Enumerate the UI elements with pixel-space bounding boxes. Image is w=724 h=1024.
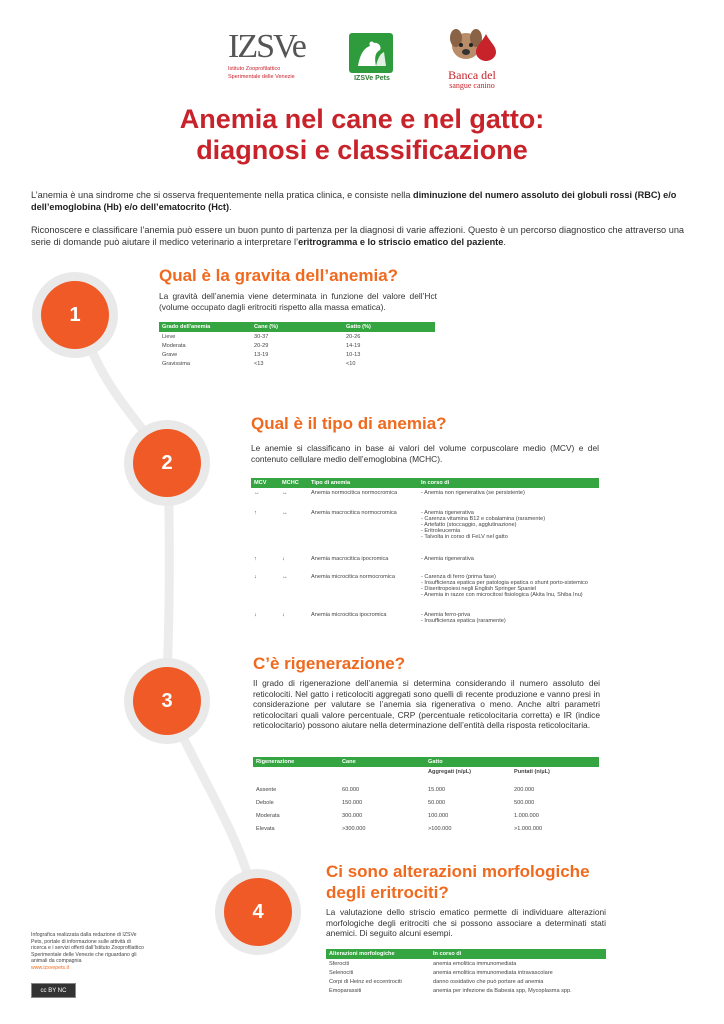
step-1-circle [32,272,118,358]
table-cell: 30-37 [254,333,269,340]
section-3-title: C’è rigenerazione? [253,654,406,673]
step-1-number: 1 [41,281,109,349]
credits-block [31,932,146,972]
table-cell: 300.000 [342,812,363,819]
table-cell: >1.000.000 [514,825,543,832]
table-cell: 500.000 [514,799,535,806]
table-cell: <13 [254,361,264,368]
table-cell: ↔ [282,573,288,580]
table-cell: ↑ [254,555,257,562]
table-row [159,360,435,369]
table-row [326,977,606,986]
table-cell: ↔ [254,489,260,496]
table-cell: 20-26 [346,333,361,340]
table-cell: 50.000 [428,799,446,806]
table-cell: >300.000 [342,825,366,832]
table-row [251,508,599,554]
intro-p1-bold: diminuzione del numero assoluto dei globuli rossi (RBC) e/o dell’emoglobina (Hb) e/o dell’ematocrito (Hct) [31,190,677,212]
severity-table [159,322,435,369]
table-cell: Sferociti [329,960,350,967]
cc-license-badge [31,983,76,998]
table-cell: Anemia microcitica ipocromica [311,611,387,618]
table-cell: Debole [256,799,274,806]
table-row [253,798,599,811]
regeneration-table [253,757,599,837]
table-cell: - Anemia non rigenerativa (se persistente) [421,489,525,496]
izsve-logo-sub1: Istituto Zooprofilattico [228,66,281,72]
morph-header-cause: In corso di [430,949,606,959]
table-cell: ↔ [282,489,288,496]
table-cell: ↓ [282,611,285,618]
intro-p1-text-a: L’anemia è una sindrome che si osserva frequentemente nella pratica clinica, e consiste nella [31,190,414,200]
table-cell: Assente [256,786,277,793]
cc-license-label: cc BY NC [40,987,67,994]
table-row [159,332,435,341]
table-cell: Selenociti [329,969,354,976]
table-cell: ↓ [282,555,285,562]
table-row [253,824,599,837]
table-cell: 14-19 [346,342,361,349]
step-4-circle [215,869,301,955]
section-2-title: Qual è il tipo di anemia? [251,414,447,433]
pets-logo-label: IZSVe Pets [354,75,390,82]
table-cell: Anemia macrocitica ipocromica [311,555,389,562]
step-3-circle [124,658,210,744]
table-cell: Emoparassiti [329,988,362,995]
table-cell: Elevata [256,825,275,832]
table-row [253,811,599,824]
section-1-text: La gravità dell’anemia viene determinata in funzione del valore dell’Hct (volume occupato dagli eritrociti rispetto alla massa ematica). [159,291,437,312]
section-1-title: Qual è la gravita dell’anemia? [159,266,399,285]
table-cell: Anemia microcitica normocromica [311,573,395,580]
table-cell: - Carenza di ferro (prima fase) - Insufficienza epatica per patologia epatica o shunt porto-sistemico - Diseritropoiesi negli English Springer Spaniel - Anemia in razze con microcitosi fisiologica (Akita Inu, Shiba Inu) [421,573,588,599]
banca-logo-line1: Banca del [448,68,496,82]
type-header-type: Tipo di anemia [308,478,418,488]
section-4-text: La valutazione dello striscio ematico permette di individuare alterazioni morfologiche degli eritrociti che si possono associare a determinati stati anemici. Di seguito alcuni esempi. [326,907,606,938]
table-row [159,341,435,350]
table-cell: anemia emolitica immunomediata [433,960,517,967]
section-4-title-line2: degli eritrociti? [326,883,449,902]
table-row [251,572,599,610]
table-row [326,959,606,968]
table-row [326,968,606,977]
table-row [253,785,599,798]
page-title-line1: Anemia nel cane e nel gatto: [179,104,545,134]
table-cell: 100.000 [428,812,449,819]
table-cell: Grave [162,351,178,358]
type-header-mcv: MCV [251,478,279,488]
izsve-logo-mark: IZSVe [228,28,305,65]
table-cell: <10 [346,361,356,368]
type-header-cause: In corso di [418,478,599,488]
page-title-line2: diagnosi e classificazione [196,135,528,165]
table-cell: Anemia macrocitica normocromica [311,509,397,516]
step-3-number: 3 [133,667,201,735]
table-row [326,987,606,996]
morph-header-alteration: Alterazioni morfologiche [326,949,430,959]
table-cell: ↓ [254,573,257,580]
table-cell: >100.000 [428,825,452,832]
regen-header-empty [511,757,599,767]
intro-p1-text-c: . [229,202,232,212]
table-subheader-row [253,767,599,785]
severity-header-dog: Cane (%) [251,322,343,332]
regen-header-dog: Cane [339,757,425,767]
table-cell: - Anemia rigenerativa [421,555,474,562]
table-cell: Corpi di Heinz ed eccentrociti [329,978,402,985]
table-row [251,554,599,572]
intro-p2-text-a: Riconoscere e classificare l’anemia può essere un buon punto di partenza per la diagnosi di varie affezioni. Questo è un percorso diagnostico che attraverso una serie di domande può aiutare il medico veterinario a interpretare l’ [31,225,685,247]
table-cell: ↔ [282,509,288,516]
table-cell: Moderata [256,812,280,819]
morphology-table [326,949,606,996]
table-cell: 1.000.000 [514,812,539,819]
table-cell: 10-13 [346,351,361,358]
table-cell: Moderata [162,342,186,349]
severity-header-cat: Gatto (%) [343,322,435,332]
section-3-text: Il grado di rigenerazione dell’anemia si determina considerando il numero assoluto dei reticolociti. Nel gatto i reticolociti aggregati sono quelli di recente produzione e vanno presi in considerazione per valutare se l’anemia sia rigenerativa o meno. Anche altri parametri reticolocitari quali valore percentuale, CRP (percentuale reticolocitaria corretta) e IR (indice reticolocitario) possono aiutare nella determinazione dell’entità della risposta reticolocitaria. [253,678,600,730]
table-cell: 60.000 [342,786,360,793]
credits-text: Infografica realizzata dalla redazione di IZSVe Pets, portale di informazione sulle attività di ricerca e i servizi offerti dall’Istituto Zooprofilattico Sperimentale delle Venezie che riguardano gli animali da compagnia [31,932,144,965]
table-cell: ↓ [254,611,257,618]
table-cell: Lieve [162,333,176,340]
intro-p2-bold: eritrogramma e lo striscio ematico del paziente [298,237,504,247]
table-cell: Gravissima [162,361,190,368]
intro-p2-text-c: . [503,237,506,247]
table-cell: 15.000 [428,786,446,793]
table-row [159,350,435,359]
step-4-number: 4 [224,878,292,946]
credits-link[interactable]: www.izsvepets.it [31,964,70,971]
step-2-number: 2 [133,429,201,497]
table-cell: 13-19 [254,351,269,358]
table-row [251,488,599,508]
banca-logo-line2: sangue canino [449,81,495,90]
table-cell: 150.000 [342,799,363,806]
severity-header-grade: Grado dell'anemia [159,322,251,332]
table-cell: - Anemia rigenerativa - Carenza vitamina B12 e cobalamina (raramente) - Artefatto (stoccaggio, agglutinazione) - Eritroleucemia - Talvolta in corso di FeLV nel gatto [421,509,546,541]
step-2-circle [124,420,210,506]
section-4-title [326,861,590,903]
table-cell: danno ossidativo che può portare ad anemia [433,978,544,985]
table-cell: anemia per infezione da Babesia spp, Mycoplasma spp. [433,988,572,995]
section-4-title-line1: Ci sono alterazioni morfologiche [326,862,590,881]
regen-header-level: Rigenerazione [253,757,339,767]
table-cell: Anemia normocitica normocromica [311,489,398,496]
table-cell: anemia emolitica immunomediata intravascolare [433,969,553,976]
anemia-type-table [251,478,599,628]
regen-header-cat: Gatto [425,757,511,767]
table-cell: 20-29 [254,342,269,349]
regen-subheader-punctate: Puntati (n/µL) [514,768,550,775]
type-header-mchc: MCHC [279,478,308,488]
izsve-logo-sub2: Sperimentale delle Venezie [228,74,295,80]
table-cell: 200.000 [514,786,535,793]
table-cell: ↑ [254,509,257,516]
regen-subheader-aggregated: Aggregati (n/µL) [428,768,471,775]
section-2-text: Le anemie si classificano in base ai valori del volume corpuscolare medio (MCV) e del contenuto cellulare medio dell’emoglobina (MCHC). [251,443,599,464]
table-cell: - Anemia ferro-priva - Insufficienza epatica (raramente) [421,611,506,624]
table-row [251,610,599,628]
